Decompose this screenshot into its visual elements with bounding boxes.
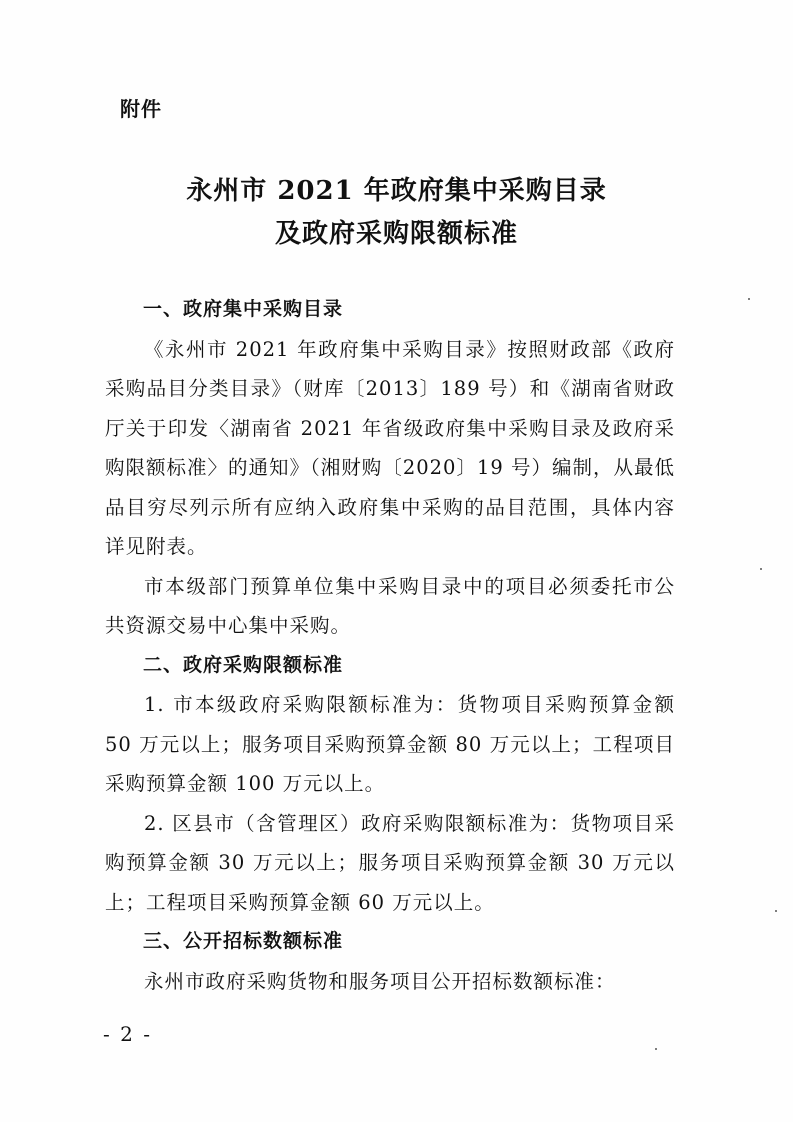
document-title-line-1: 永州市 2021 年政府集中采购目录 xyxy=(186,176,607,206)
document-title-line-2: 及政府采购限额标准 xyxy=(274,219,518,249)
attachment-label: 附件 xyxy=(120,97,162,121)
paragraph-catalog-requirement: 市本级部门预算单位集中采购目录中的项目必须委托市公共资源交易中心集中采购。 xyxy=(105,574,675,637)
paragraph-catalog-basis: 《永州市 2021 年政府集中采购目录》按照财政部《政府采购品目分类目录》（财库〔2013〕189 号）和《湖南省财政厅关于印发〈湖南省 2021 年省级政府集中采购目录及政府采购限额标准〉的通知》（湘财购〔2020〕19 号）编制，从最低品目穷尽列示所有应纳入政府集中采购的品目范围，具体内容详见附表。 xyxy=(105,337,675,558)
section-heading-1: 一、政府集中采购目录 xyxy=(143,298,344,320)
paragraph-city-threshold: 1. 市本级政府采购限额标准为：货物项目采购预算金额 50 万元以上；服务项目采购预算金额 80 万元以上；工程项目采购预算金额 100 万元以上。 xyxy=(105,693,675,795)
scan-speck xyxy=(655,1048,657,1050)
scan-speck xyxy=(760,568,762,570)
section-heading-2: 二、政府采购限额标准 xyxy=(143,653,344,676)
scan-speck xyxy=(775,910,777,912)
section-heading-3: 三、公开招标数额标准 xyxy=(143,930,344,952)
page-number: - 2 - xyxy=(103,1022,152,1046)
document-body xyxy=(105,290,675,1001)
paragraph-county-threshold: 2. 区县市（含管理区）政府采购限额标准为：货物项目采购预算金额 30 万元以上；服务项目采购预算金额 30 万元以上；工程项目采购预算金额 60 万元以上。 xyxy=(105,811,675,914)
scan-speck xyxy=(748,298,750,300)
paragraph-tender-standard: 永州市政府采购货物和服务项目公开招标数额标准： xyxy=(144,969,616,993)
